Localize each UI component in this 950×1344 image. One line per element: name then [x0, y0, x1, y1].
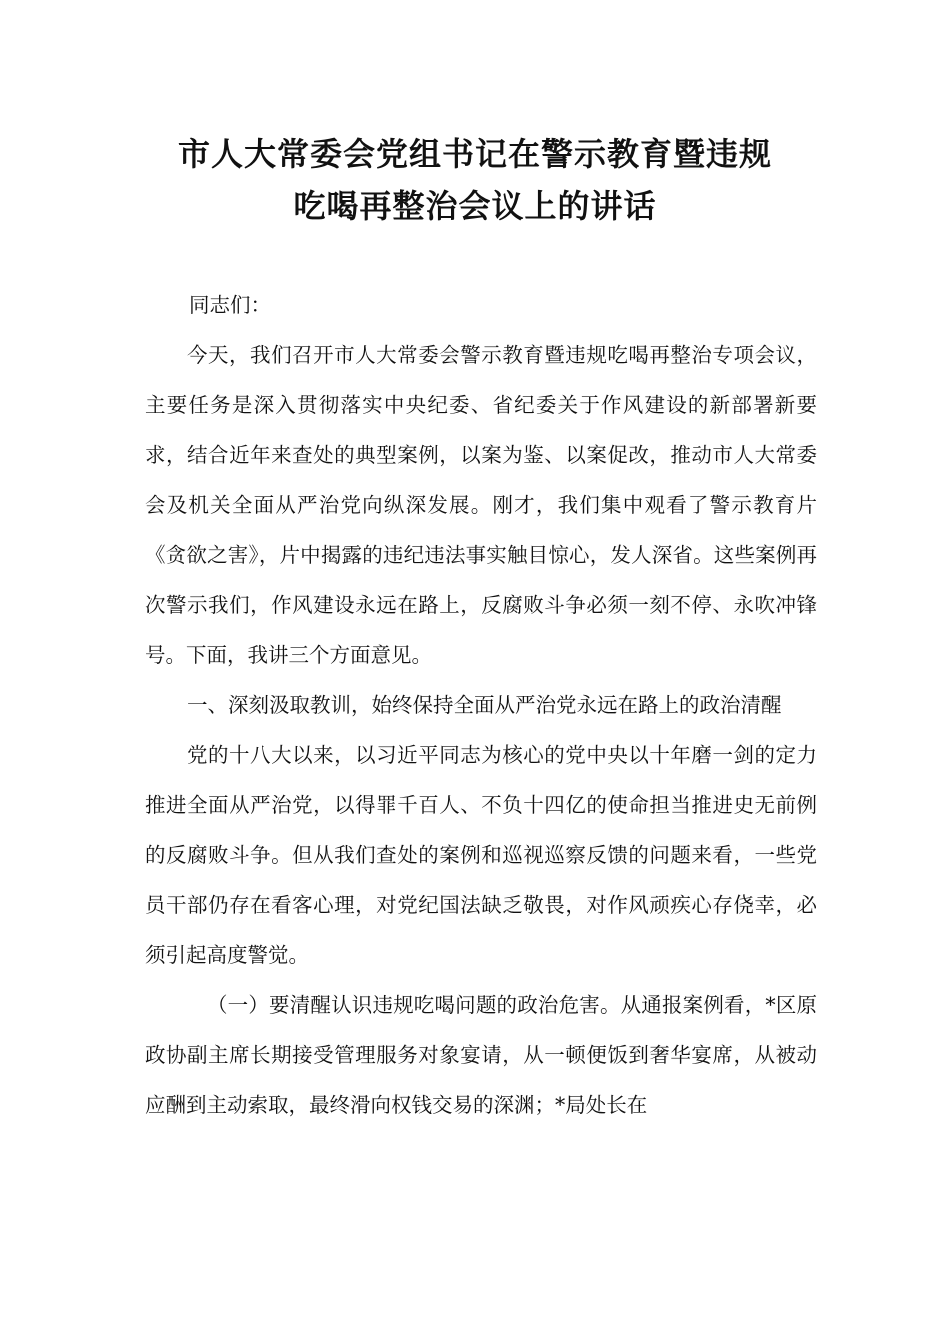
- document-body: [145, 280, 817, 1130]
- document-title: [120, 128, 830, 232]
- paragraph-opening: 今天，我们召开市人大常委会警示教育暨违规吃喝再整治专项会议，主要任务是深入贯彻落实中央纪委、省纪委关于作风建设的新部署新要求，结合近年来查处的典型案例，以案为鉴、以案促改，推动市人大常委会及机关全面从严治党向纵深发展。刚才，我们集中观看了警示教育片《贪欲之害》，片中揭露的违纪违法事实触目惊心，发人深省。这些案例再次警示我们，作风建设永远在路上，反腐败斗争必须一刻不停、永吹冲锋号。下面，我讲三个方面意见。: [145, 343, 817, 667]
- title-line-1: 市人大常委会党组书记在警示教育暨违规: [177, 135, 772, 173]
- paragraph-subsection-1: （一）要清醒认识违规吃喝问题的政治危害。从通报案例看，*区原政协副主席长期接受管理服务对象宴请，从一顿便饭到奢华宴席，从被动应酬到主动索取，最终滑向权钱交易的深渊；*局处长在: [145, 993, 817, 1117]
- salutation: 同志们：: [189, 293, 271, 317]
- paragraph-section-1: 党的十八大以来，以习近平同志为核心的党中央以十年磨一剑的定力推进全面从严治党，以得罪千百人、不负十四亿的使命担当推进史无前例的反腐败斗争。但从我们查处的案例和巡视巡察反馈的问题来看，一些党员干部仍存在看客心理，对党纪国法缺乏敬畏，对作风顽疾心存侥幸，必须引起高度警觉。: [145, 743, 817, 967]
- title-line-2: 吃喝再整治会议上的讲话: [293, 187, 657, 225]
- section-heading-1: 一、深刻汲取教训，始终保持全面从严治党永远在路上的政治清醒: [187, 693, 782, 717]
